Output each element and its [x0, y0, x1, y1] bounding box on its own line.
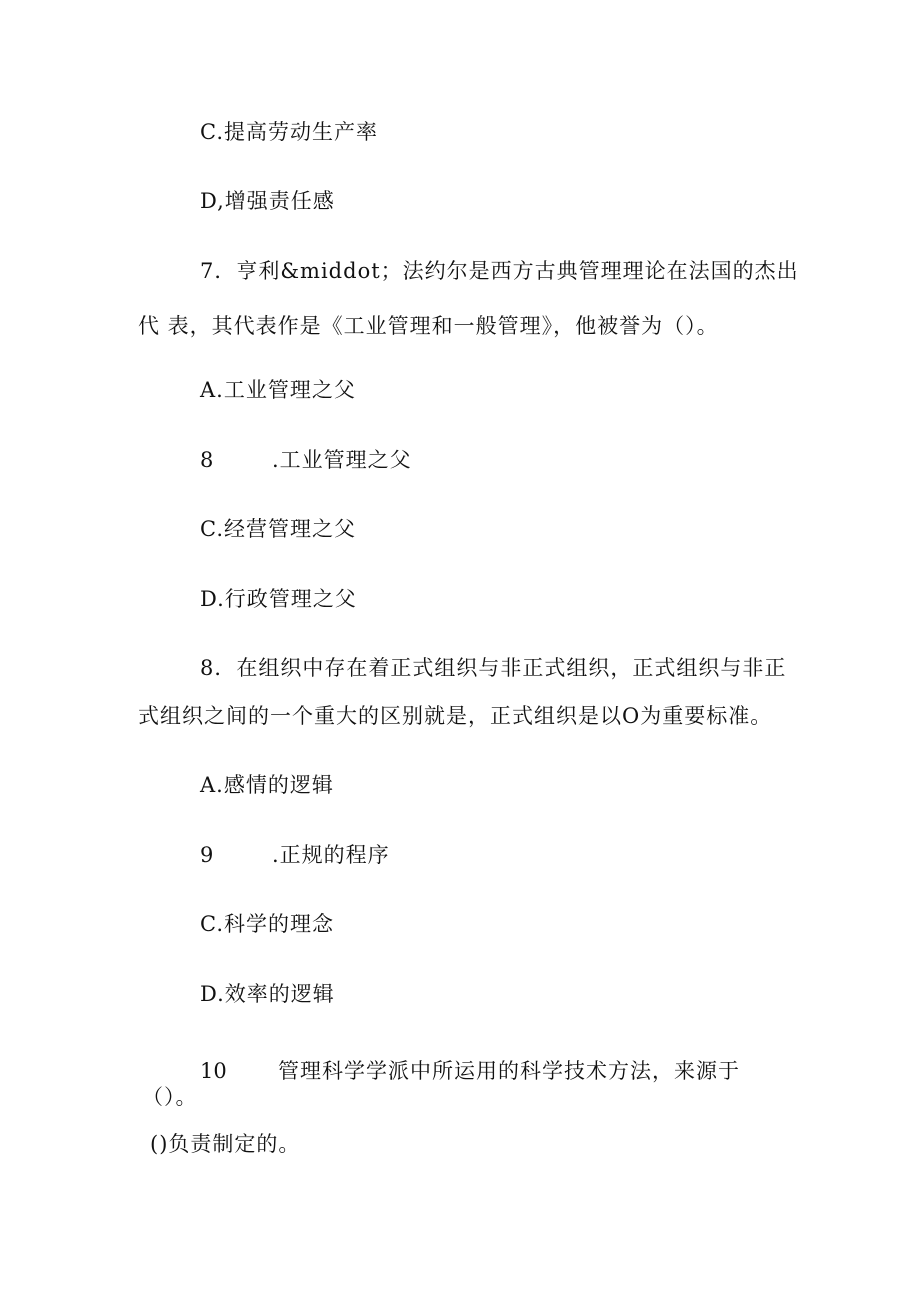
q6-option-d: D,增强责任感: [200, 189, 335, 213]
q7-stem-line1: 7．亨利&middot；法约尔是西方古典管理理论在法国的杰出: [200, 259, 799, 283]
q8-option-b-text: .正规的程序: [272, 843, 390, 867]
q7-option-c: C.经营管理之父: [200, 517, 356, 541]
q8-option-a: A.感情的逻辑: [200, 773, 334, 797]
q8-option-b-number: 9: [200, 843, 214, 867]
q8-stem-line2: 式组织之间的一个重大的区别就是，正式组织是以O为重要标准。: [138, 704, 773, 728]
q7-option-b-text: .工业管理之父: [272, 448, 412, 472]
q8-option-c: C.科学的理念: [200, 912, 334, 936]
q6-option-c: C.提高劳动生产率: [200, 120, 378, 144]
q7-option-a: A.工业管理之父: [200, 378, 356, 402]
q7-option-b-number: 8: [200, 448, 214, 472]
q8-stem-line1: 8．在组织中存在着正式组织与非正式组织，正式组织与非正: [200, 656, 787, 680]
q10-stem-line1: 管理科学学派中所运用的科学技术方法，来源于: [278, 1059, 740, 1083]
q7-option-d: D.行政管理之父: [200, 587, 357, 611]
q10-number: 10: [200, 1059, 227, 1083]
q10-stem-line2: （）。: [142, 1085, 198, 1109]
q8-option-d: D.效率的逻辑: [200, 982, 335, 1006]
fragment-line: ()负责制定的。: [150, 1132, 301, 1156]
q7-stem-line2: 代 表，其代表作是《工业管理和一般管理》，他被誉为（）。: [138, 314, 719, 338]
